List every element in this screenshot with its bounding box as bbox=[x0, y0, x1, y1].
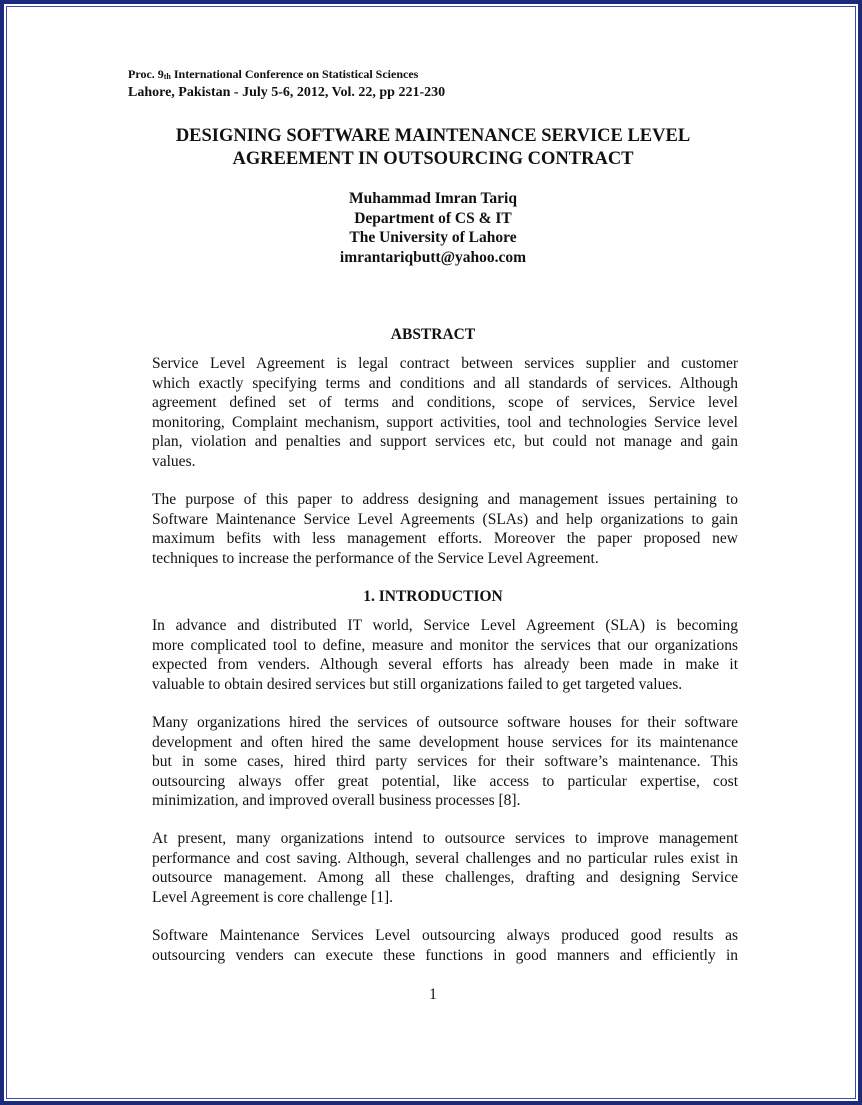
author-email: imrantariqbutt@yahoo.com bbox=[339, 248, 527, 266]
author-department: Department of CS & IT bbox=[354, 209, 512, 227]
author-name: Muhammad Imran Tariq bbox=[349, 190, 517, 207]
abstract-heading: ABSTRACT bbox=[390, 326, 476, 343]
abstract-paragraph-2: The purpose of this paper to address designing and management issues pertaining to Software Maintenance Service Level Agreements (SLAs) and help organizations to gain maximum befits with less management efforts. Moreover the paper proposed new techniques to increase the performance of the Service Level Agreement. bbox=[152, 491, 738, 567]
paper-title: DESIGNING SOFTWARE MAINTENANCE SERVICE LEVEL AGREEMENT IN OUTSOURCING CONTRACT bbox=[175, 126, 691, 169]
author-university: The University of Lahore bbox=[349, 229, 517, 246]
intro-paragraph-2: Many organizations hired the services of outsource software houses for their software development and often hired the same development house services for its maintenance but in some cases, hired third party services for their software’s maintenance. This outsourcing always offer great potential, like access to particular expertise, cost minimization, and improved overall business processes [8]. bbox=[152, 714, 738, 809]
proceedings-header bbox=[128, 67, 445, 102]
abstract-paragraph-1: Service Level Agreement is legal contract between services supplier and customer which exactly specifying terms and conditions and all standards of services. Although agreement defined set of terms and conditions, scope of services, Service level monitoring, Complaint mechanism, support activities, tool and technologies Service level plan, violation and penalties and support services etc, but could not manage and gain values. bbox=[152, 355, 738, 470]
conference-venue: Lahore, Pakistan - July 5-6, 2012, Vol. 22, pp 221-230 bbox=[128, 85, 446, 100]
intro-paragraph-3: At present, many organizations intend to outsource services to improve management performance and cost saving. Although, several challenges and no particular rules exist in outsource management. Among all these challenges, drafting and designing Service Level Agreement is core challenge [1]. bbox=[152, 830, 738, 906]
intro-paragraph-1: In advance and distributed IT world, Service Level Agreement (SLA) is becoming more complicated tool to define, measure and monitor the services that our organizations expected from venders. Although several efforts has already been made in make it valuable to obtain desired services but still organizations failed to get targeted values. bbox=[152, 617, 738, 693]
page-number: 1 bbox=[429, 986, 437, 1003]
intro-paragraph-4: Software Maintenance Services Level outsourcing always produced good results as outsourcing venders can execute these functions in good manners and efficiently in bbox=[152, 927, 738, 964]
introduction-heading: 1. INTRODUCTION bbox=[363, 588, 503, 605]
conference-name: Proc. $9_{th}$ International Conference on Statistical Sciences bbox=[128, 67, 419, 81]
author-block bbox=[128, 189, 738, 267]
